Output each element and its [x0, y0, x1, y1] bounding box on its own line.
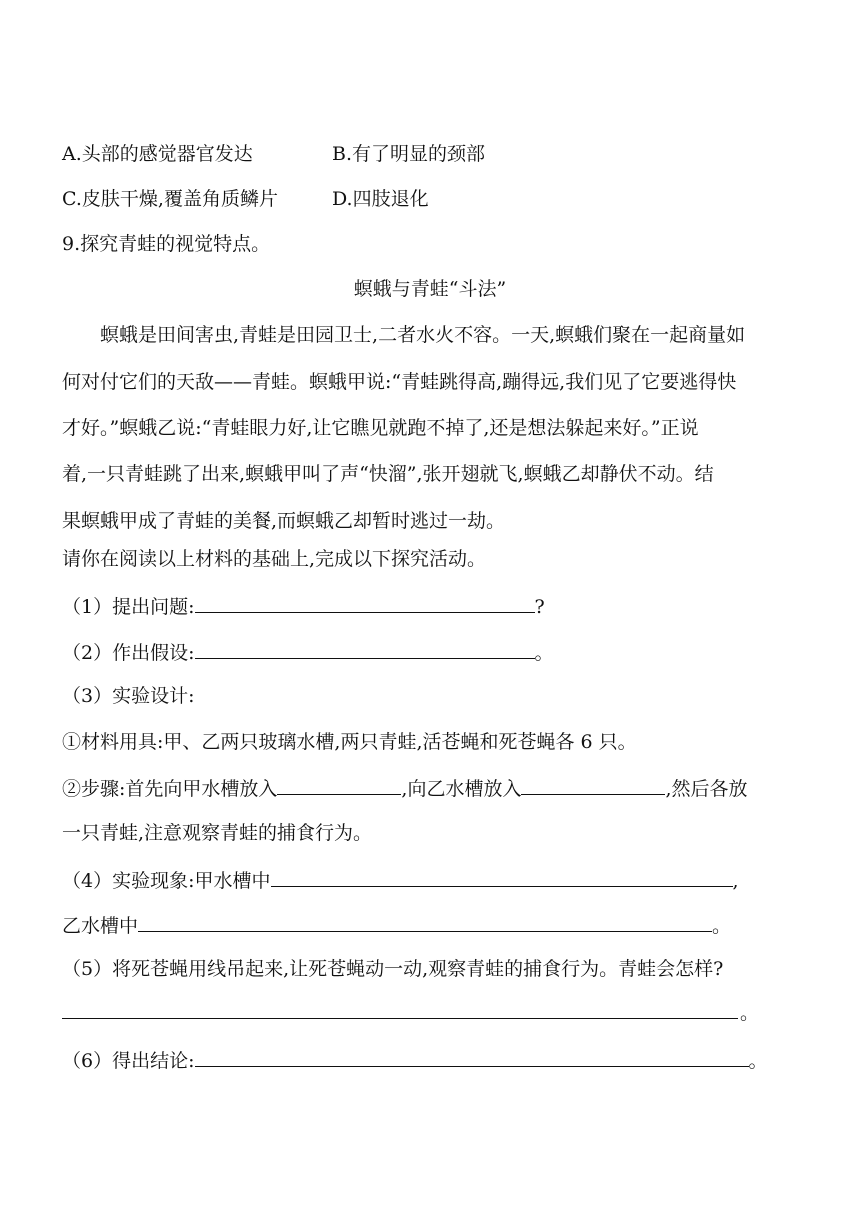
question-9: 9.探究青蛙的视觉特点。 — [62, 233, 271, 255]
instruction: 请你在阅读以上材料的基础上,完成以下探究活动。 — [62, 548, 487, 570]
passage-title: 螟蛾与青蛙“斗法” — [353, 278, 507, 300]
question-4-end-2: 。 — [712, 915, 732, 937]
steps-blank-jia[interactable] — [277, 774, 401, 795]
question-2-end: 。 — [534, 642, 554, 664]
question-4-blank-jia[interactable] — [271, 866, 733, 887]
question-6-end: 。 — [748, 1050, 768, 1072]
steps-blank-yi[interactable] — [521, 774, 665, 795]
question-4-blank-yi[interactable] — [138, 911, 712, 932]
option-c: C.皮肤干燥,覆盖角质鳞片 — [62, 188, 278, 210]
steps-text-a: ②步骤:首先向甲水槽放入 — [62, 778, 278, 800]
question-1 — [62, 592, 545, 620]
question-3-label: （3）实验设计: — [62, 685, 195, 707]
passage-line: 螟蛾是田间害虫,青蛙是田园卫士,二者水火不容。一天,螟蛾们聚在一起商量如 — [62, 324, 746, 346]
question-4-line-2 — [62, 911, 731, 939]
steps-text-b: ,向乙水槽放入 — [401, 778, 522, 800]
option-d: D.四肢退化 — [332, 188, 429, 210]
question-2 — [62, 638, 554, 666]
question-6-blank[interactable] — [195, 1046, 749, 1067]
question-5: （5）将死苍蝇用线吊起来,让死苍蝇动一动,观察青蛙的捕食行为。青蛙会怎样? — [62, 958, 724, 980]
question-2-blank[interactable] — [195, 638, 535, 659]
steps-line — [62, 774, 748, 802]
option-a: A.头部的感觉器官发达 — [62, 143, 253, 165]
question-2-label: （2）作出假设: — [62, 642, 195, 664]
passage-line: 果螟蛾甲成了青蛙的美餐,而螟蛾乙却暂时逃过一劫。 — [62, 510, 506, 532]
passage-line: 着,一只青蛙跳了出来,螟蛾甲叫了声“快溜”,张开翅就飞,螟蛾乙却静伏不动。结 — [62, 463, 714, 485]
steps-text-c: ,然后各放 — [665, 778, 748, 800]
question-1-blank[interactable] — [195, 592, 535, 613]
materials-line: ①材料用具:甲、乙两只玻璃水槽,两只青蛙,活苍蝇和死苍蝇各 6 只。 — [62, 731, 637, 753]
question-5-blank[interactable] — [62, 1018, 738, 1019]
question-4-label: （4）实验现象:甲水槽中 — [62, 870, 271, 892]
question-4 — [62, 866, 739, 894]
steps-line-2: 一只青蛙,注意观察青蛙的捕食行为。 — [62, 822, 373, 844]
question-4-yi-label: 乙水槽中 — [62, 915, 139, 937]
question-5-end: 。 — [740, 1002, 760, 1024]
question-1-end: ? — [534, 596, 545, 618]
question-4-end: , — [732, 870, 739, 892]
passage-line: 才好。”螟蛾乙说:“青蛙眼力好,让它瞧见就跑不掉了,还是想法躲起来好。”正说 — [62, 417, 699, 439]
question-6 — [62, 1046, 768, 1074]
option-b: B.有了明显的颈部 — [332, 143, 486, 165]
question-6-label: （6）得出结论: — [62, 1050, 195, 1072]
question-1-label: （1）提出问题: — [62, 596, 195, 618]
passage-line: 何对付它们的天敌——青蛙。螟蛾甲说:“青蛙跳得高,蹦得远,我们见了它要逃得快 — [62, 371, 737, 393]
